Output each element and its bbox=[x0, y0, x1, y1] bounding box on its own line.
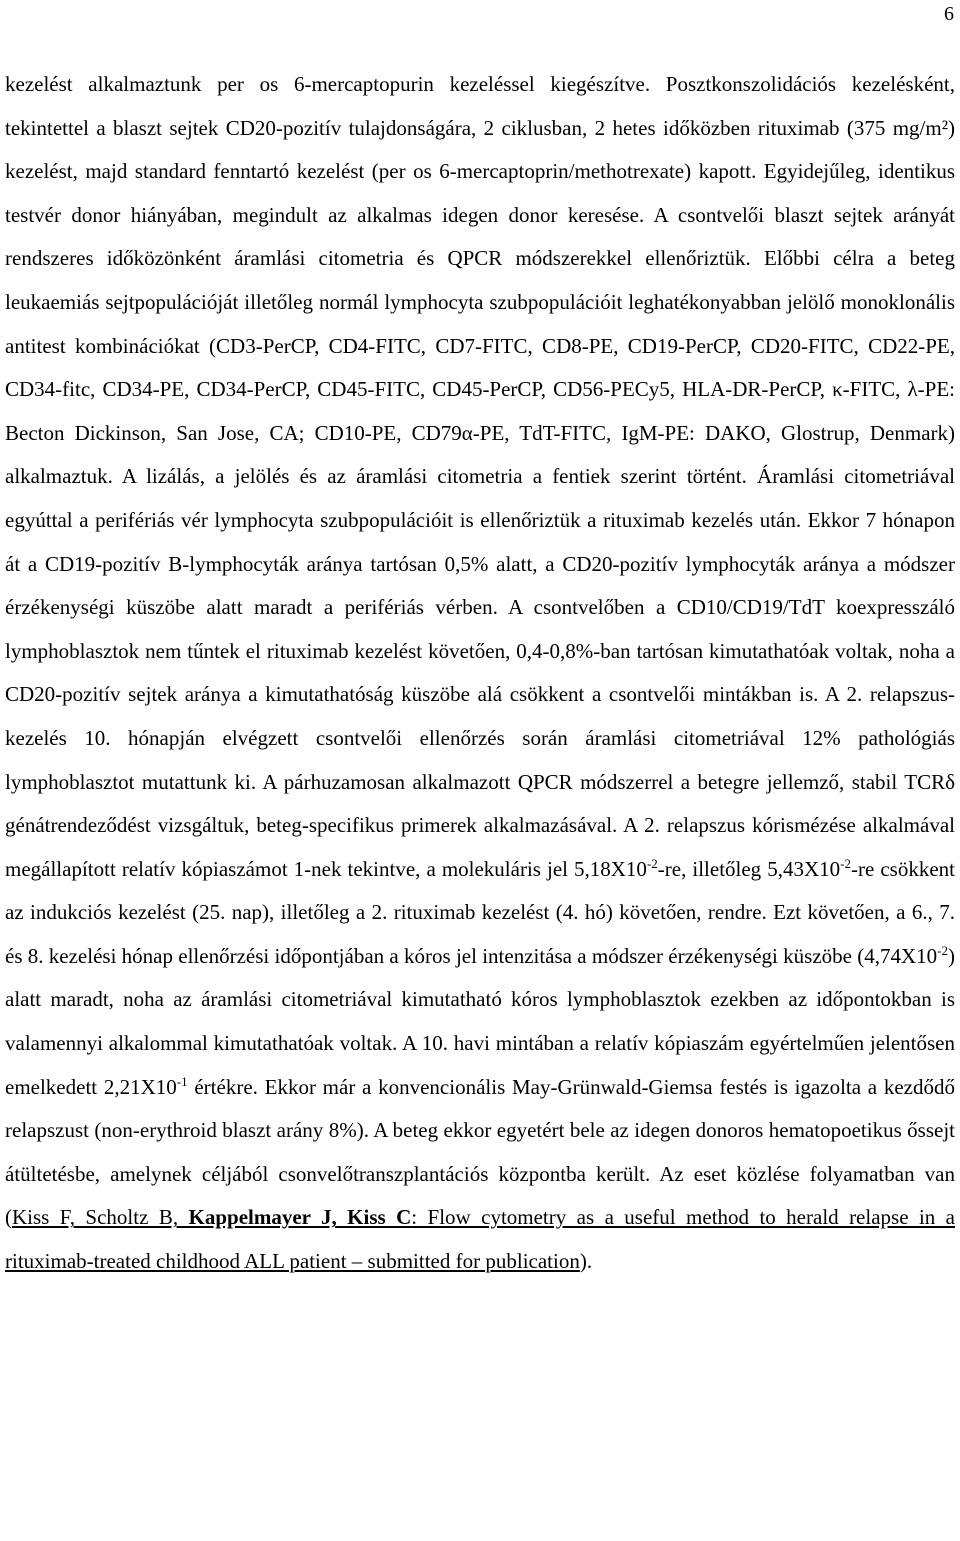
superscript-exponent: -1 bbox=[176, 1073, 188, 1089]
text-run: ) alatt maradt, noha az áramlási citometriával kimutatható kóros lymphoblasztok ezekben az időpontokban is valamennyi alkalommal kimutathatóak voltak. A 10. havi mintában a relatív kópiaszám egyértelműen jelentősen emelkedett 2,21X10 bbox=[5, 943, 955, 1099]
reference-authors-bold: Kappelmayer J, Kiss C bbox=[188, 1205, 412, 1230]
superscript-exponent: -2 bbox=[646, 855, 658, 871]
text-run: ). bbox=[579, 1249, 593, 1274]
reference-title: : Flow cytometry as a useful method to herald relapse in a rituximab-treated childhood ALL patient – submitted for publication bbox=[5, 1205, 956, 1274]
page-number: 6 bbox=[944, 3, 954, 25]
reference-authors: Kiss F, Scholtz B, bbox=[12, 1205, 189, 1230]
body-paragraph bbox=[5, 63, 955, 1284]
text-run: értékre. Ekkor már a konvencionális May-Grünwald-Giemsa festés is igazolta a kezdődő relapszust (non-erythroid blaszt arány 8%). A beteg ekkor egyetért bele az idegen donoros hematopoetikus őssejt átültetésbe, amelynek céljából csonvelőtranszplantációs központba került. Az eset közlése folyamatban van ( bbox=[5, 1074, 955, 1230]
text-run: kezelést alkalmaztunk per os 6-mercaptopurin kezeléssel kiegészítve. Posztkonszolidációs kezelésként, tekintettel a blaszt sejtek CD20-pozitív tulajdonságára, 2 ciklusban, 2 hetes időközben rituximab (375 mg/m²) kezelést, majd standard fenntartó kezelést (per os 6-mercaptoprin/methotrexate) kapott. Egyidejűleg, identikus testvér donor hiányában, megindult az alkalmas idegen donor keresése. A csontvelői blaszt sejtek arányát rendszeres időközönként áramlási citometria és QPCR módszerekkel ellenőriztük. Előbbi célra a beteg leukaemiás sejtpopulációját illetőleg normál lymphocyta szubpopulációit leghatékonyabban jelölő monoklonális antitest kombinációkat (CD3-PerCP, CD4-FITC, CD7-FITC, CD8-PE, CD19-PerCP, CD20-FITC, CD22-PE, CD34-fitc, CD34-PE, CD34-PerCP, CD45-FITC, CD45-PerCP, CD56-PECy5, HLA-DR-PerCP, κ-FITC, λ-PE: Becton Dickinson, San Jose, CA; CD10-PE, CD79α-PE, TdT-FITC, IgM-PE: DAKO, Glostrup, Denmark) alkalmaztuk. A lizálás, a jelölés és az áramlási citometria a fentiek szerint történt. Áramlási citometriával egyúttal a perifériás vér lymphocyta szubpopulációit is ellenőriztük a rituximab kezelés után. Ekkor 7 hónapon át a CD19-pozitív B-lymphocyták aránya tartósan 0,5% alatt, a CD20-pozitív lymphocyták aránya a módszer érzékenységi küszöbe alatt maradt a perifériás vérben. A csontvelőben a CD10/CD19/TdT koexpresszáló lymphoblasztok nem tűntek el rituximab kezelést követően, 0,4-0,8%-ban tartósan kimutathatóak voltak, noha a CD20-pozitív sejtek aránya a kimutathatóság küszöbe alá csökkent a csontvelői mintákban is. A 2. relapszus-kezelés 10. hónapján elvégzett csontvelői ellenőrzés során áramlási citometriával 12% pathológiás lymphoblasztot mutattunk ki. A párhuzamosan alkalmazott QPCR módszerrel a betegre jellemző, stabil TCRδ génátrendeződést vizsgáltuk, beteg-specifikus primerek alkalmazásával. A 2. relapszus kórismézése alkalmával megállapított relatív kópiaszámot 1-nek tekintve, a molekuláris jel 5,18X10 bbox=[5, 72, 955, 881]
text-run: -re, illetőleg 5,43X10 bbox=[657, 856, 841, 881]
superscript-exponent: -2 bbox=[840, 855, 851, 871]
superscript-exponent: -2 bbox=[937, 942, 948, 958]
text-run: -re csökkent az indukciós kezelést (25. nap), illetőleg a 2. rituximab kezelést (4. hó) követően, rendre. Ezt követően, a 6., 7. és 8. kezelési hónap ellenőrzési időpontjában a kóros jel intenzitása a módszer érzékenységi küszöbe (4,74X10 bbox=[5, 856, 955, 968]
